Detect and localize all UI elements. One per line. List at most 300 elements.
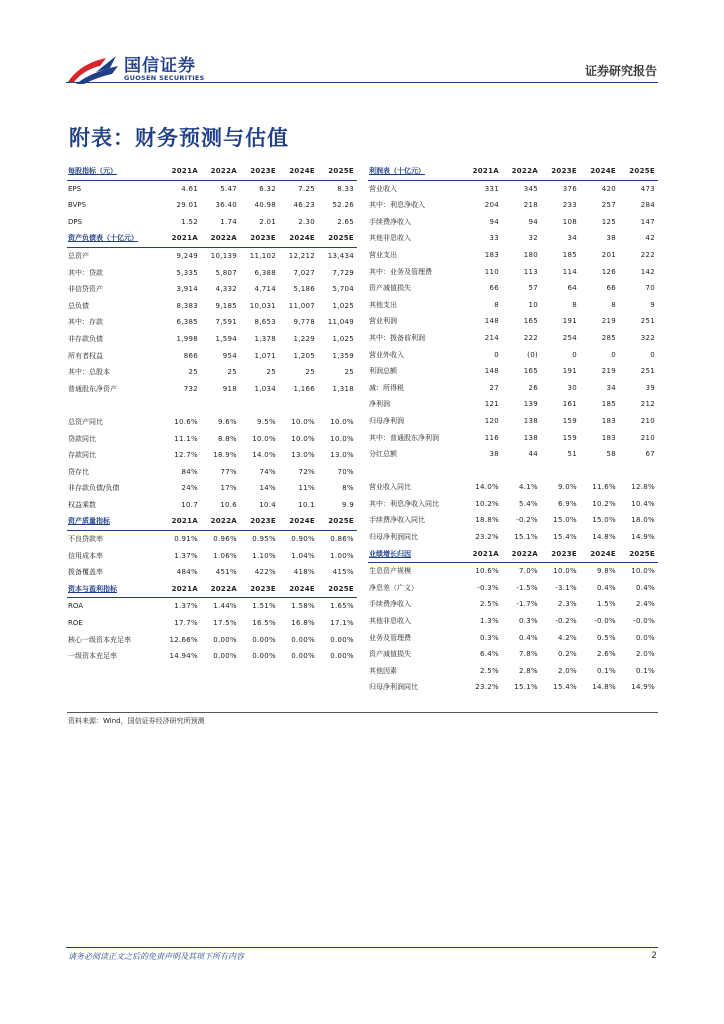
row-label: 其他因素 [369,666,397,675]
row-label: 减：所得税 [369,383,404,392]
value-cell: 38 [606,234,616,243]
value-cell: -0.2% [555,617,577,626]
row-label: BVPS [68,201,87,210]
year-header: 2024E [279,513,318,530]
value-cell: 1.3% [480,617,499,626]
value-cell: 10.0% [553,567,577,576]
value-cell: 1.06% [213,551,237,560]
value-cell: 1,318 [332,384,354,393]
value-cell: 4.1% [519,483,538,492]
row-label: 资产减值损失 [369,650,411,659]
value-cell: 1.65% [330,602,354,611]
row-label: 非存款负债/负债 [68,484,120,493]
year-header: 2021A [463,546,502,563]
row-label: 归母净利润同比 [369,533,418,542]
table-row [368,297,658,314]
value-cell: 0.4% [519,633,538,642]
table-row [67,214,357,231]
value-cell: 148 [484,317,499,326]
row-label: 其他支出 [369,300,397,309]
value-cell: 285 [601,333,616,342]
value-cell: 12,212 [288,251,315,260]
value-cell: 1.37% [174,551,198,560]
value-cell: 1.44% [213,602,237,611]
row-label: 营业利润 [369,317,397,326]
table-row [67,632,357,649]
value-cell: 7.8% [519,650,538,659]
value-cell: 1,229 [293,334,315,343]
table-row [67,197,357,214]
row-label: ROE [68,619,83,628]
value-cell: 0.5% [597,633,616,642]
table-row [368,380,658,397]
value-cell: 183 [601,433,616,442]
table-row [368,646,658,663]
value-cell: 159 [562,416,577,425]
value-cell: 9,185 [215,301,237,310]
value-cell: 2.4% [636,600,655,609]
value-cell: 17% [220,484,237,493]
year-header: 2022A [201,230,240,247]
year-header: 2022A [201,163,240,180]
table-row [67,348,357,365]
value-cell: 38 [489,450,499,459]
table-row [368,280,658,297]
value-cell: 0.4% [636,583,655,592]
value-cell: 9,778 [293,318,315,327]
value-cell: 11,007 [288,301,315,310]
table-row [67,331,357,348]
table-bottom-rule [67,712,658,713]
value-cell: 66 [606,284,616,293]
value-cell: 7.25 [298,184,315,193]
value-cell: 0.00% [252,635,276,644]
value-cell: 10.7 [181,500,198,509]
value-cell: 9.5% [257,417,276,426]
value-cell: 183 [484,250,499,259]
row-label: 其他非息收入 [369,617,411,626]
value-cell: 5.4% [519,499,538,508]
value-cell: 11,049 [327,318,354,327]
value-cell: 139 [523,400,538,409]
value-cell: 94 [489,217,499,226]
value-cell: 10.0% [291,417,315,426]
value-cell: 11% [298,484,315,493]
value-cell: 345 [523,184,538,193]
table-row [67,648,357,665]
value-cell: 5,186 [293,285,315,294]
right-financial-table [368,163,658,696]
value-cell: 222 [640,250,655,259]
section-header-row [67,581,357,598]
value-cell: 0.90% [291,535,315,544]
value-cell: 74% [259,467,276,476]
value-cell: 34 [606,383,616,392]
table-row [67,531,357,548]
value-cell: 17.1% [330,619,354,628]
section-title: 利润表（十亿元） [368,163,463,180]
value-cell: 866 [183,351,198,360]
value-cell: 14.0% [252,451,276,460]
value-cell: 5,335 [176,268,198,277]
value-cell: 10.2% [475,499,499,508]
row-label: 信用成本率 [68,551,103,560]
row-label: 营业外收入 [369,350,404,359]
value-cell: 121 [484,400,499,409]
table-row [368,214,658,231]
value-cell: 11,102 [249,251,276,260]
value-cell: 219 [601,317,616,326]
value-cell: 1.5% [597,600,616,609]
value-cell: 2.0% [558,666,577,675]
row-label: 其中：业务及管理费 [369,267,432,276]
value-cell: 10.1 [298,500,315,509]
row-label: 其中：利息净收入 [369,201,425,210]
value-cell: 34 [567,234,577,243]
year-header: 2022A [502,163,541,180]
year-header: 2023E [240,163,279,180]
value-cell: 9.8% [597,567,616,576]
table-row [67,281,357,298]
logo-text: 国信证券 [124,56,196,76]
value-cell: 15.0% [553,516,577,525]
row-label: 生息资产规模 [369,567,411,576]
value-cell: 10.0% [291,434,315,443]
row-label: EPS [68,184,82,193]
value-cell: -0.2% [516,516,538,525]
table-row [67,548,357,565]
year-header: 2022A [502,546,541,563]
value-cell: 10.6% [174,417,198,426]
value-cell: 8,383 [176,301,198,310]
value-cell: 15.4% [553,533,577,542]
value-cell: 0.86% [330,535,354,544]
table-row [368,512,658,529]
table-row [368,596,658,613]
section-header-row [67,163,357,180]
value-cell: 17.5% [213,619,237,628]
value-cell: -1.5% [516,583,538,592]
value-cell: 7,591 [215,318,237,327]
value-cell: 0.1% [636,666,655,675]
section-header-row [67,513,357,530]
value-cell: 40.98 [254,201,276,210]
value-cell: 1,594 [215,334,237,343]
spacer-row [67,397,357,414]
value-cell: 254 [562,333,577,342]
value-cell: 376 [562,184,577,193]
page-title: 附表：财务预测与估值 [69,126,289,150]
year-header: 2021A [162,230,201,247]
value-cell: 10.0% [330,434,354,443]
value-cell: 1.51% [252,602,276,611]
row-label: 业务及管理费 [369,633,411,642]
row-label: 所有者权益 [68,351,103,360]
table-row [368,430,658,447]
year-header: 2022A [201,513,240,530]
header-divider [66,82,658,83]
value-cell: 9.0% [558,483,577,492]
value-cell: 113 [523,267,538,276]
value-cell: 9 [650,300,655,309]
page-number: 2 [651,951,657,961]
row-label: 手续费净收入同比 [369,516,425,525]
value-cell: 13.0% [330,451,354,460]
value-cell: 17.7% [174,619,198,628]
value-cell: 7,027 [293,268,315,277]
value-cell: 8% [342,484,354,493]
spacer-cell [67,397,357,414]
value-cell: 8 [572,300,577,309]
value-cell: 13.0% [291,451,315,460]
value-cell: -1.7% [516,600,538,609]
table-row [368,563,658,580]
value-cell: 183 [601,416,616,425]
table-row [368,264,658,281]
value-cell: 6,388 [254,268,276,277]
table-row [67,464,357,481]
spacer-row [368,463,658,480]
value-cell: 14.8% [592,683,616,692]
value-cell: 10.4% [631,499,655,508]
value-cell: 5,704 [332,285,354,294]
section-title: 业绩增长归因 [368,546,463,563]
row-label: 总负债 [68,301,89,310]
table-row [368,679,658,696]
table-row [368,630,658,647]
value-cell: 14% [259,484,276,493]
table-row [67,265,357,282]
value-cell: 0.1% [597,666,616,675]
value-cell: 25 [266,368,276,377]
value-cell: 18.9% [213,451,237,460]
row-label: 非存款负债 [68,334,103,343]
year-header: 2024E [580,546,619,563]
value-cell: 180 [523,250,538,259]
value-cell: 46.23 [293,201,315,210]
value-cell: 1,998 [176,334,198,343]
value-cell: 1,071 [254,351,276,360]
value-cell: 16.5% [252,619,276,628]
table-row [368,230,658,247]
value-cell: 218 [523,201,538,210]
value-cell: 26 [528,383,538,392]
value-cell: 204 [484,201,499,210]
year-header: 2023E [240,513,279,530]
value-cell: 12.8% [631,483,655,492]
row-label: 分红总额 [369,450,397,459]
value-cell: 2.5% [480,666,499,675]
section-title: 资本与盈利指标 [67,581,162,598]
value-cell: 94 [528,217,538,226]
year-header: 2021A [463,163,502,180]
table-row [368,363,658,380]
row-label: 归母净利润 [369,416,404,425]
table-row [368,197,658,214]
value-cell: 1.37% [174,602,198,611]
row-label: 其中：贷款 [68,268,103,277]
year-header: 2025E [318,163,357,180]
value-cell: 126 [601,267,616,276]
section-title: 每股指标（元） [67,163,162,180]
value-cell: 0 [611,350,616,359]
year-header: 2021A [162,163,201,180]
value-cell: 8 [494,300,499,309]
value-cell: 2.5% [480,600,499,609]
year-header: 2021A [162,581,201,598]
table-row [368,580,658,597]
year-header: 2025E [318,230,357,247]
value-cell: 185 [601,400,616,409]
row-label: 不良贷款率 [68,535,103,544]
table-row [67,447,357,464]
value-cell: 1,378 [254,334,276,343]
row-label: 贷款同比 [68,434,96,443]
value-cell: 18.8% [475,516,499,525]
value-cell: 138 [523,416,538,425]
row-label: 营业收入同比 [369,483,411,492]
value-cell: 257 [601,201,616,210]
value-cell: 2.01 [259,217,276,226]
value-cell: -0.3% [477,583,499,592]
value-cell: 25 [227,368,237,377]
year-header: 2023E [240,230,279,247]
value-cell: 5,807 [215,268,237,277]
value-cell: 918 [222,384,237,393]
logo-english-text: GUOSEN SECURITIES [124,74,205,82]
value-cell: 18.0% [631,516,655,525]
row-label: 其中：存款 [68,318,103,327]
value-cell: 11.6% [592,483,616,492]
year-header: 2023E [541,163,580,180]
value-cell: 15.1% [514,683,538,692]
row-label: 其中：总股本 [68,368,110,377]
value-cell: 222 [523,333,538,342]
value-cell: 9,249 [176,251,198,260]
value-cell: 10.4 [259,500,276,509]
table-row [368,313,658,330]
value-cell: 422% [254,568,276,577]
table-row [67,414,357,431]
row-label: 存款同比 [68,451,96,460]
value-cell: 148 [484,367,499,376]
row-label: 其他非息收入 [369,234,411,243]
value-cell: 0.00% [330,652,354,661]
value-cell: 8.33 [337,184,354,193]
value-cell: 210 [640,433,655,442]
row-label: 净息差（广义） [369,583,418,592]
value-cell: 10.0% [252,434,276,443]
value-cell: 2.0% [636,650,655,659]
value-cell: 70 [645,284,655,293]
value-cell: 14.8% [592,533,616,542]
row-label: 利润总额 [369,367,397,376]
year-header: 2025E [619,546,658,563]
value-cell: 110 [484,267,499,276]
table-row [368,663,658,680]
row-label: 资产减值损失 [369,284,411,293]
year-header: 2024E [279,230,318,247]
value-cell: 0.00% [291,652,315,661]
value-cell: 1.04% [291,551,315,560]
value-cell: 14.0% [475,483,499,492]
value-cell: 10.6% [475,567,499,576]
value-cell: 2.65 [337,217,354,226]
value-cell: 0.96% [213,535,237,544]
value-cell: 6.9% [558,499,577,508]
row-label: 手续费净收入 [369,217,411,226]
value-cell: 64 [567,284,577,293]
value-cell: 33 [489,234,499,243]
value-cell: 9.9 [341,500,354,509]
value-cell: 0.00% [330,635,354,644]
spacer-cell [368,463,658,480]
table-row [368,496,658,513]
table-row [67,615,357,632]
value-cell: 52.26 [332,201,354,210]
value-cell: 0.0% [636,633,655,642]
table-row [368,529,658,546]
value-cell: 147 [640,217,655,226]
table-row [67,598,357,615]
section-header-row [67,230,357,247]
row-label: 净利润 [369,400,390,409]
value-cell: 12.66% [169,635,198,644]
value-cell: 32 [528,234,538,243]
row-label: 其中：拨备前利润 [369,333,425,342]
value-cell: 42 [645,234,655,243]
value-cell: 1,034 [254,384,276,393]
value-cell: 473 [640,184,655,193]
company-logo [66,48,208,90]
value-cell: 10.0% [330,417,354,426]
year-header: 2022A [201,581,240,598]
value-cell: -3.1% [555,583,577,592]
year-header: 2021A [162,513,201,530]
year-header: 2025E [318,513,357,530]
value-cell: 0.00% [252,652,276,661]
value-cell: 0 [572,350,577,359]
table-row [368,413,658,430]
value-cell: 0 [494,350,499,359]
row-label: 普通股东净资产 [68,384,117,393]
value-cell: 44 [528,450,538,459]
value-cell: 14.94% [169,652,198,661]
row-label: 一级资本充足率 [68,652,117,661]
section-title: 资产质量指标 [67,513,162,530]
value-cell: 484% [176,568,198,577]
data-source-note: 资料来源：Wind，国信证券经济研究所预测 [68,717,205,725]
value-cell: -0.0% [633,617,655,626]
value-cell: 251 [640,367,655,376]
value-cell: 66 [489,284,499,293]
value-cell: 0.3% [480,633,499,642]
value-cell: 161 [562,400,577,409]
value-cell: 219 [601,367,616,376]
value-cell: 2.8% [519,666,538,675]
value-cell: 72% [298,467,315,476]
value-cell: 6,385 [176,318,198,327]
value-cell: 1.52 [181,217,198,226]
footer-divider [66,947,658,948]
row-label: 总资产 [68,251,89,260]
row-label: 营业收入 [369,184,397,193]
value-cell: 0.00% [291,635,315,644]
value-cell: 108 [562,217,577,226]
value-cell: 9.6% [218,417,237,426]
value-cell: 954 [222,351,237,360]
value-cell: 0 [650,350,655,359]
